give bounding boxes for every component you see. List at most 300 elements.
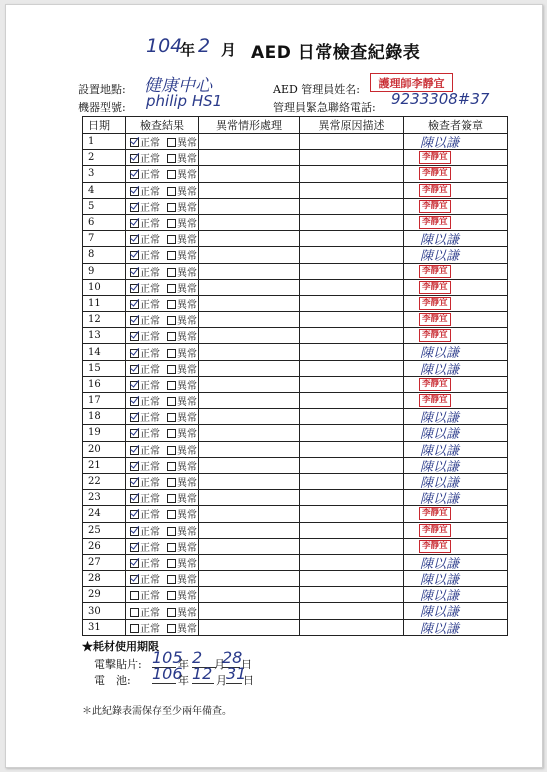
row-signature xyxy=(404,344,508,360)
normal-checkbox[interactable] xyxy=(130,203,139,212)
row-abnormal-cause[interactable] xyxy=(300,506,404,522)
normal-checkbox[interactable] xyxy=(130,187,139,196)
handwritten-signature: 陳以謙 xyxy=(420,589,460,603)
row-result xyxy=(126,279,199,295)
row-date: 1 xyxy=(83,134,126,150)
abnormal-label: 異常 xyxy=(177,154,197,166)
row-signature xyxy=(404,490,508,506)
row-abnormal-cause[interactable] xyxy=(300,344,404,360)
row-abnormal-handling[interactable] xyxy=(199,603,300,619)
abnormal-checkbox[interactable] xyxy=(167,170,176,179)
row-signature xyxy=(404,603,508,619)
normal-checkbox[interactable] xyxy=(130,154,139,163)
header-date: 日期 xyxy=(83,117,126,134)
row-abnormal-cause[interactable] xyxy=(300,295,404,311)
row-abnormal-handling[interactable] xyxy=(199,457,300,473)
row-signature xyxy=(404,182,508,198)
normal-checkbox[interactable] xyxy=(130,349,139,358)
row-abnormal-handling[interactable] xyxy=(199,409,300,425)
row-date: 19 xyxy=(83,425,126,441)
table-row xyxy=(83,231,508,247)
normal-checkbox[interactable] xyxy=(130,527,139,536)
table-row xyxy=(83,312,508,328)
table-row xyxy=(83,134,508,150)
row-abnormal-cause[interactable] xyxy=(300,538,404,554)
row-signature xyxy=(404,522,508,538)
row-date: 4 xyxy=(83,182,126,198)
row-abnormal-handling[interactable] xyxy=(199,554,300,570)
abnormal-label: 異常 xyxy=(177,316,197,328)
row-abnormal-handling[interactable] xyxy=(199,247,300,263)
row-signature xyxy=(404,279,508,295)
row-signature xyxy=(404,231,508,247)
row-abnormal-handling[interactable] xyxy=(199,166,300,182)
table-row xyxy=(83,587,508,603)
row-abnormal-handling[interactable] xyxy=(199,376,300,392)
model-value: philip HS1 xyxy=(146,92,223,110)
abnormal-checkbox[interactable] xyxy=(167,575,176,584)
row-result xyxy=(126,619,199,635)
abnormal-checkbox[interactable] xyxy=(167,268,176,277)
table-row xyxy=(83,344,508,360)
row-abnormal-handling[interactable] xyxy=(199,214,300,230)
normal-label: 正常 xyxy=(140,510,160,522)
row-abnormal-cause[interactable] xyxy=(300,182,404,198)
abnormal-label: 異常 xyxy=(177,397,197,409)
signature-seal: 李靜宜 xyxy=(419,394,451,407)
battery-day: 31 xyxy=(226,664,247,683)
normal-label: 正常 xyxy=(140,332,160,344)
row-abnormal-handling[interactable] xyxy=(199,360,300,376)
row-signature xyxy=(404,457,508,473)
normal-label: 正常 xyxy=(140,575,160,587)
title-month-char: 月 xyxy=(221,41,237,59)
row-result xyxy=(126,134,199,150)
signature-seal: 李靜宜 xyxy=(419,265,451,278)
row-abnormal-cause[interactable] xyxy=(300,198,404,214)
row-abnormal-handling[interactable] xyxy=(199,231,300,247)
normal-checkbox[interactable] xyxy=(130,365,139,374)
row-signature xyxy=(404,619,508,635)
table-row xyxy=(83,457,508,473)
row-abnormal-cause[interactable] xyxy=(300,376,404,392)
row-abnormal-cause[interactable] xyxy=(300,522,404,538)
abnormal-checkbox[interactable] xyxy=(167,235,176,244)
row-result xyxy=(126,328,199,344)
normal-label: 正常 xyxy=(140,251,160,263)
normal-checkbox[interactable] xyxy=(130,219,139,228)
normal-checkbox[interactable] xyxy=(130,413,139,422)
table-row xyxy=(83,376,508,392)
abnormal-checkbox[interactable] xyxy=(167,624,176,633)
row-abnormal-cause[interactable] xyxy=(300,247,404,263)
row-result xyxy=(126,490,199,506)
handwritten-signature: 陳以謙 xyxy=(420,573,460,587)
row-date: 30 xyxy=(83,603,126,619)
normal-label: 正常 xyxy=(140,397,160,409)
row-abnormal-handling[interactable] xyxy=(199,441,300,457)
abnormal-checkbox[interactable] xyxy=(167,559,176,568)
row-abnormal-cause[interactable] xyxy=(300,134,404,150)
row-abnormal-handling[interactable] xyxy=(199,619,300,635)
handwritten-signature: 陳以謙 xyxy=(420,233,460,247)
abnormal-checkbox[interactable] xyxy=(167,251,176,260)
row-abnormal-cause[interactable] xyxy=(300,425,404,441)
row-abnormal-handling[interactable] xyxy=(199,279,300,295)
row-abnormal-cause[interactable] xyxy=(300,360,404,376)
handwritten-signature: 陳以謙 xyxy=(420,443,460,458)
table-row xyxy=(83,360,508,376)
normal-checkbox[interactable] xyxy=(130,316,139,325)
row-signature xyxy=(404,134,508,150)
row-abnormal-handling[interactable] xyxy=(199,571,300,587)
row-signature xyxy=(404,214,508,230)
abnormal-checkbox[interactable] xyxy=(167,478,176,487)
row-date: 21 xyxy=(83,457,126,473)
normal-label: 正常 xyxy=(140,607,160,619)
row-abnormal-cause[interactable] xyxy=(300,473,404,489)
row-result xyxy=(126,344,199,360)
row-abnormal-handling[interactable] xyxy=(199,587,300,603)
row-result xyxy=(126,522,199,538)
abnormal-checkbox[interactable] xyxy=(167,527,176,536)
row-date: 11 xyxy=(83,295,126,311)
row-result xyxy=(126,473,199,489)
abnormal-label: 異常 xyxy=(177,575,197,587)
row-date: 8 xyxy=(83,247,126,263)
row-result xyxy=(126,198,199,214)
row-abnormal-cause[interactable] xyxy=(300,231,404,247)
normal-checkbox[interactable] xyxy=(130,284,139,293)
row-abnormal-handling[interactable] xyxy=(199,312,300,328)
row-signature xyxy=(404,538,508,554)
battery-day-char: 日 xyxy=(243,674,254,687)
abnormal-checkbox[interactable] xyxy=(167,187,176,196)
handwritten-signature: 陳以謙 xyxy=(420,411,460,425)
table-header-row xyxy=(83,117,508,134)
row-result xyxy=(126,150,199,166)
row-date: 15 xyxy=(83,360,126,376)
normal-label: 正常 xyxy=(140,348,160,360)
battery-year-char: 年 xyxy=(178,674,189,687)
abnormal-checkbox[interactable] xyxy=(167,203,176,212)
row-abnormal-handling[interactable] xyxy=(199,150,300,166)
row-abnormal-handling[interactable] xyxy=(199,328,300,344)
table-row xyxy=(83,409,508,425)
row-result xyxy=(126,295,199,311)
row-signature xyxy=(404,425,508,441)
row-abnormal-cause[interactable] xyxy=(300,441,404,457)
normal-label: 正常 xyxy=(140,623,160,635)
row-date: 31 xyxy=(83,619,126,635)
abnormal-checkbox[interactable] xyxy=(167,138,176,147)
normal-label: 正常 xyxy=(140,299,160,311)
abnormal-label: 異常 xyxy=(177,623,197,635)
table-row xyxy=(83,603,508,619)
row-abnormal-handling[interactable] xyxy=(199,295,300,311)
normal-checkbox[interactable] xyxy=(130,300,139,309)
handwritten-signature: 陳以謙 xyxy=(420,621,460,636)
normal-checkbox[interactable] xyxy=(130,251,139,260)
handwritten-signature: 陳以謙 xyxy=(420,556,460,571)
battery-month: 12 xyxy=(192,664,213,683)
row-date: 3 xyxy=(83,166,126,182)
table-row xyxy=(83,554,508,570)
normal-label: 正常 xyxy=(140,591,160,603)
form-sheet xyxy=(5,4,543,768)
header-inspector-signature: 檢查者簽章 xyxy=(404,117,508,134)
row-abnormal-cause[interactable] xyxy=(300,619,404,635)
normal-checkbox[interactable] xyxy=(130,429,139,438)
table-row xyxy=(83,279,508,295)
row-abnormal-cause[interactable] xyxy=(300,312,404,328)
table-row xyxy=(83,425,508,441)
form-title xyxy=(6,35,542,65)
normal-checkbox[interactable] xyxy=(130,332,139,341)
row-result xyxy=(126,360,199,376)
normal-checkbox[interactable] xyxy=(130,397,139,406)
row-abnormal-handling[interactable] xyxy=(199,538,300,554)
abnormal-label: 異常 xyxy=(177,138,197,150)
row-date: 2 xyxy=(83,150,126,166)
normal-label: 正常 xyxy=(140,186,160,198)
row-signature xyxy=(404,393,508,409)
abnormal-checkbox[interactable] xyxy=(167,332,176,341)
signature-seal: 李靜宜 xyxy=(419,216,451,229)
table-row xyxy=(83,295,508,311)
normal-checkbox[interactable] xyxy=(130,381,139,390)
abnormal-checkbox[interactable] xyxy=(167,446,176,455)
row-abnormal-cause[interactable] xyxy=(300,263,404,279)
normal-checkbox[interactable] xyxy=(130,446,139,455)
row-date: 16 xyxy=(83,376,126,392)
normal-checkbox[interactable] xyxy=(130,543,139,552)
normal-label: 正常 xyxy=(140,558,160,570)
page-title: AED 日常檢查紀錄表 xyxy=(251,43,421,63)
row-abnormal-cause[interactable] xyxy=(300,603,404,619)
normal-label: 正常 xyxy=(140,283,160,295)
row-abnormal-cause[interactable] xyxy=(300,214,404,230)
abnormal-label: 異常 xyxy=(177,558,197,570)
manager-label: AED 管理員姓名: xyxy=(273,83,360,96)
row-abnormal-handling[interactable] xyxy=(199,134,300,150)
abnormal-checkbox[interactable] xyxy=(167,591,176,600)
abnormal-checkbox[interactable] xyxy=(167,397,176,406)
normal-checkbox[interactable] xyxy=(130,494,139,503)
row-signature xyxy=(404,328,508,344)
row-date: 29 xyxy=(83,587,126,603)
normal-label: 正常 xyxy=(140,429,160,441)
abnormal-label: 異常 xyxy=(177,607,197,619)
table-row xyxy=(83,522,508,538)
abnormal-checkbox[interactable] xyxy=(167,429,176,438)
row-result xyxy=(126,587,199,603)
abnormal-label: 異常 xyxy=(177,413,197,425)
normal-checkbox[interactable] xyxy=(130,559,139,568)
row-signature xyxy=(404,247,508,263)
model-label: 機器型號: xyxy=(78,101,126,114)
abnormal-checkbox[interactable] xyxy=(167,381,176,390)
table-body xyxy=(83,134,508,636)
normal-label: 正常 xyxy=(140,364,160,376)
abnormal-checkbox[interactable] xyxy=(167,413,176,422)
abnormal-label: 異常 xyxy=(177,251,197,263)
abnormal-label: 異常 xyxy=(177,202,197,214)
table-row xyxy=(83,538,508,554)
row-abnormal-handling[interactable] xyxy=(199,198,300,214)
abnormal-checkbox[interactable] xyxy=(167,365,176,374)
row-abnormal-handling[interactable] xyxy=(199,393,300,409)
row-date: 14 xyxy=(83,344,126,360)
row-abnormal-cause[interactable] xyxy=(300,490,404,506)
normal-label: 正常 xyxy=(140,445,160,457)
row-abnormal-cause[interactable] xyxy=(300,279,404,295)
handwritten-signature: 陳以謙 xyxy=(420,475,460,490)
normal-checkbox[interactable] xyxy=(130,478,139,487)
row-abnormal-cause[interactable] xyxy=(300,409,404,425)
row-date: 5 xyxy=(83,198,126,214)
phone-value: 9233308#37 xyxy=(391,90,490,108)
row-date: 25 xyxy=(83,522,126,538)
row-abnormal-cause[interactable] xyxy=(300,554,404,570)
row-result xyxy=(126,603,199,619)
signature-seal: 李靜宜 xyxy=(419,184,451,197)
normal-label: 正常 xyxy=(140,542,160,554)
abnormal-checkbox[interactable] xyxy=(167,154,176,163)
supplies-heading: ★耗材使用期限 xyxy=(82,640,159,653)
row-result xyxy=(126,231,199,247)
row-date: 7 xyxy=(83,231,126,247)
row-date: 22 xyxy=(83,473,126,489)
abnormal-checkbox[interactable] xyxy=(167,300,176,309)
row-abnormal-handling[interactable] xyxy=(199,506,300,522)
row-abnormal-handling[interactable] xyxy=(199,344,300,360)
battery-label: 電 池: xyxy=(94,674,131,687)
row-abnormal-handling[interactable] xyxy=(199,473,300,489)
normal-checkbox[interactable] xyxy=(130,170,139,179)
daily-check-table xyxy=(82,116,508,636)
row-abnormal-cause[interactable] xyxy=(300,393,404,409)
battery-year: 106 xyxy=(152,664,183,683)
row-signature xyxy=(404,312,508,328)
row-date: 13 xyxy=(83,328,126,344)
abnormal-label: 異常 xyxy=(177,348,197,360)
row-abnormal-cause[interactable] xyxy=(300,571,404,587)
abnormal-label: 異常 xyxy=(177,186,197,198)
normal-checkbox[interactable] xyxy=(130,591,139,600)
abnormal-checkbox[interactable] xyxy=(167,284,176,293)
abnormal-label: 異常 xyxy=(177,494,197,506)
abnormal-checkbox[interactable] xyxy=(167,316,176,325)
row-date: 12 xyxy=(83,312,126,328)
row-abnormal-handling[interactable] xyxy=(199,182,300,198)
normal-checkbox[interactable] xyxy=(130,575,139,584)
location-label: 設置地點: xyxy=(78,83,126,96)
handwritten-signature: 陳以謙 xyxy=(420,249,460,263)
handwritten-signature: 陳以謙 xyxy=(420,362,460,377)
abnormal-checkbox[interactable] xyxy=(167,543,176,552)
row-abnormal-handling[interactable] xyxy=(199,263,300,279)
abnormal-label: 異常 xyxy=(177,283,197,295)
row-signature xyxy=(404,263,508,279)
row-signature xyxy=(404,166,508,182)
pads-month-char: 月 xyxy=(214,658,225,671)
abnormal-checkbox[interactable] xyxy=(167,349,176,358)
abnormal-checkbox[interactable] xyxy=(167,462,176,471)
abnormal-label: 異常 xyxy=(177,170,197,182)
row-abnormal-cause[interactable] xyxy=(300,587,404,603)
pads-day-char: 日 xyxy=(241,658,252,671)
normal-checkbox[interactable] xyxy=(130,268,139,277)
row-result xyxy=(126,409,199,425)
row-abnormal-cause[interactable] xyxy=(300,166,404,182)
row-date: 23 xyxy=(83,490,126,506)
row-date: 6 xyxy=(83,214,126,230)
normal-checkbox[interactable] xyxy=(130,510,139,519)
table-row xyxy=(83,166,508,182)
row-result xyxy=(126,247,199,263)
row-abnormal-handling[interactable] xyxy=(199,490,300,506)
row-signature xyxy=(404,150,508,166)
row-signature xyxy=(404,409,508,425)
row-abnormal-handling[interactable] xyxy=(199,522,300,538)
normal-checkbox[interactable] xyxy=(130,608,139,617)
row-result xyxy=(126,182,199,198)
pads-day: 28 xyxy=(222,648,243,667)
normal-checkbox[interactable] xyxy=(130,235,139,244)
row-result xyxy=(126,571,199,587)
row-date: 28 xyxy=(83,571,126,587)
signature-seal: 李靜宜 xyxy=(419,507,451,520)
abnormal-checkbox[interactable] xyxy=(167,608,176,617)
row-abnormal-cause[interactable] xyxy=(300,328,404,344)
signature-seal: 李靜宜 xyxy=(419,524,451,537)
row-result xyxy=(126,554,199,570)
abnormal-checkbox[interactable] xyxy=(167,219,176,228)
title-year-handwritten: 104 xyxy=(146,35,183,57)
abnormal-label: 異常 xyxy=(177,510,197,522)
row-signature xyxy=(404,295,508,311)
normal-label: 正常 xyxy=(140,219,160,231)
handwritten-signature: 陳以謙 xyxy=(420,346,460,361)
row-abnormal-handling[interactable] xyxy=(199,425,300,441)
row-result xyxy=(126,263,199,279)
abnormal-label: 異常 xyxy=(177,429,197,441)
normal-checkbox[interactable] xyxy=(130,138,139,147)
table-row xyxy=(83,490,508,506)
pads-year-char: 年 xyxy=(178,658,189,671)
row-result xyxy=(126,441,199,457)
row-result xyxy=(126,376,199,392)
handwritten-signature: 陳以謙 xyxy=(420,136,460,150)
normal-label: 正常 xyxy=(140,461,160,473)
row-abnormal-cause[interactable] xyxy=(300,457,404,473)
row-abnormal-cause[interactable] xyxy=(300,150,404,166)
row-signature xyxy=(404,198,508,214)
table-row xyxy=(83,328,508,344)
table-row xyxy=(83,198,508,214)
normal-checkbox[interactable] xyxy=(130,624,139,633)
abnormal-checkbox[interactable] xyxy=(167,494,176,503)
abnormal-checkbox[interactable] xyxy=(167,510,176,519)
header-abnormal-handling: 異常情形處理 xyxy=(199,117,300,134)
row-date: 24 xyxy=(83,506,126,522)
normal-label: 正常 xyxy=(140,154,160,166)
normal-checkbox[interactable] xyxy=(130,462,139,471)
table-row xyxy=(83,182,508,198)
abnormal-label: 異常 xyxy=(177,235,197,247)
row-signature xyxy=(404,506,508,522)
